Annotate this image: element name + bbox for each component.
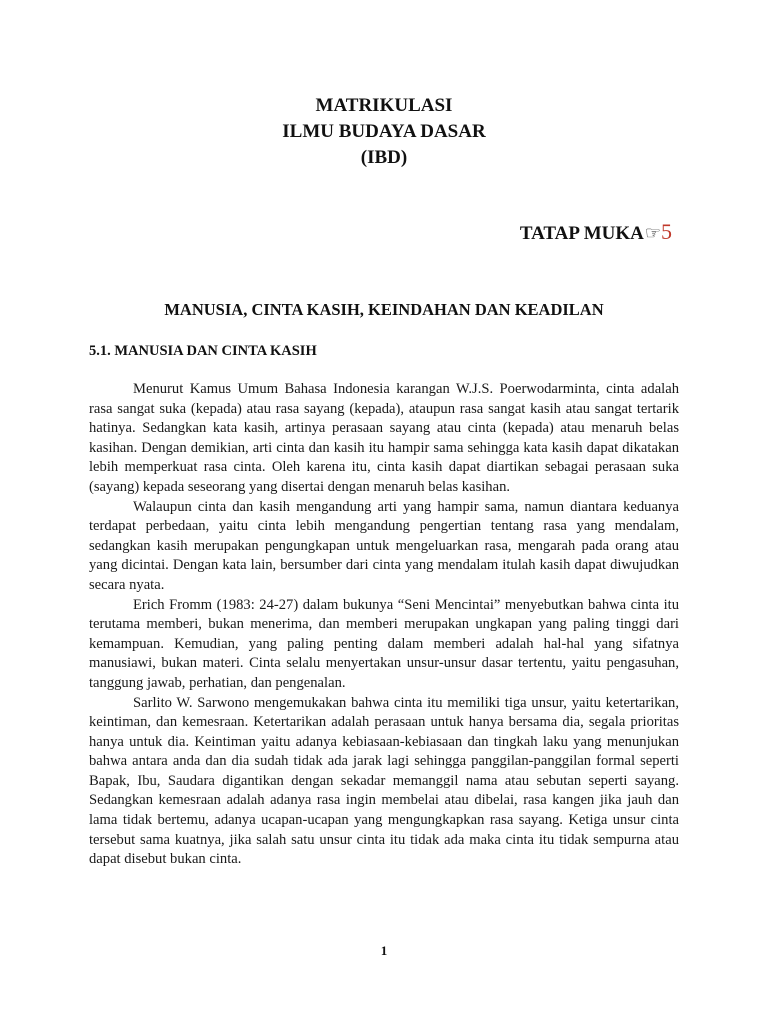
title-line-3: (IBD) — [360, 147, 408, 168]
session-number: 5 — [661, 219, 672, 244]
page-number: 1 — [380, 943, 388, 958]
paragraph: Erich Fromm (1983: 24-27) dalam bukunya “Seni Mencintai” menyebutkan bahwa cinta itu terutama memberi, bukan menerima, dan memberi merupakan ungkapan yang paling tinggi dari kemampuan. Kemudian, yang paling penting dalam memberi adalah hal-hal yang sifatnya manusiawi, bukan materi. Cinta selalu menyertakan unsur-unsur dasar tertentu, yaitu pengasuhan, tanggung jawab, perhatian, dan pengenalan. — [89, 596, 679, 691]
session-label-text: TATAP MUKA — [519, 223, 644, 244]
chapter-title: MANUSIA, CINTA KASIH, KEINDAHAN DAN KEADILAN — [164, 300, 604, 319]
section-heading: 5.1. MANUSIA DAN CINTA KASIH — [89, 343, 317, 359]
pointing-hand-icon: ☞ — [644, 223, 661, 243]
paragraph: Walaupun cinta dan kasih mengandung arti yang hampir sama, namun diantara keduanya terdapat perbedaan, yaitu cinta lebih mengandung pengertian tentang rasa yang mendalam, sedangkan kasih merupakan pengungkapan untuk mengeluarkan rasa, mengarah pada orang atau yang dicintai. Dengan kata lain, bersumber dari cinta yang mendalam itulah kasih dapat diwujudkan secara nyata. — [89, 498, 679, 593]
document-title — [0, 93, 768, 171]
title-line-2: ILMU BUDAYA DASAR — [282, 121, 486, 142]
body-text — [89, 380, 679, 870]
session-label — [520, 219, 672, 245]
title-line-1: MATRIKULASI — [315, 95, 453, 116]
paragraph: Sarlito W. Sarwono mengemukakan bahwa cinta itu memiliki tiga unsur, yaitu ketertarikan, keintiman, dan kemesraan. Ketertarikan adalah perasaan untuk hanya bersama dia, segala prioritas hanya untuk dia. Keintiman yaitu adanya kebiasaan-kebiasaan dan tingkah laku yang menunjukan bahwa antara anda dan dia sudah tidak ada jarak lagi sehingga panggilan-panggilan formal seperti Bapak, Ibu, Saudara digantikan dengan sekadar memanggil nama atau sebutan seperti sayang. Sedangkan kemesraan adalah adanya rasa ingin membelai atau dibelai, rasa kangen jika jauh dan lama tidak bertemu, adanya ucapan-ucapan yang mengungkapkan rasa sayang. Ketiga unsur cinta tersebut sama kuatnya, jika salah satu unsur cinta itu tidak ada maka cinta itu tidak sempurna atau dapat disebut bukan cinta. — [89, 694, 679, 868]
paragraph: Menurut Kamus Umum Bahasa Indonesia karangan W.J.S. Poerwodarminta, cinta adalah rasa sangat suka (kepada) atau rasa sayang (kepada), ataupun rasa sangat kasih atau sangat tertarik hatinya. Sedangkan kata kasih, artinya perasaan sayang atau cinta (kepada) atau menaruh belas kasihan. Dengan demikian, arti cinta dan kasih itu hampir sama sehingga kata kasih dapat dikatakan lebih memperkuat rasa cinta. Oleh karena itu, cinta kasih dapat diartikan sebagai perasaan suka (sayang) kepada seseorang yang disertai dengan menaruh belas kasihan. — [89, 381, 679, 495]
